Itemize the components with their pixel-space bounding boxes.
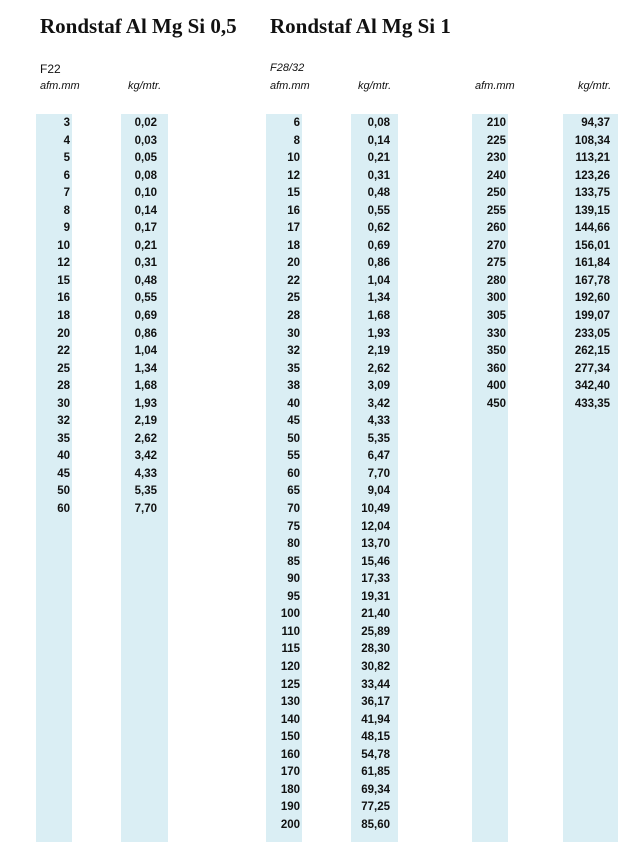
table-cell: 139,15 [574,204,610,217]
table-cell: 400 [486,380,506,393]
table-cell: 1,04 [367,274,390,287]
column-mid-kg [351,115,390,834]
table-cell: 0,14 [367,134,390,147]
table-cell: 0,31 [367,169,390,182]
table-cell: 60 [57,503,70,516]
table-cell: 7 [63,187,70,200]
table-cell: 41,94 [361,713,390,726]
column-mid-mm [266,115,300,834]
table-cell: 30 [57,397,70,410]
table-cell: 170 [280,766,300,779]
table-cell: 48,15 [361,731,390,744]
table-cell: 54,78 [361,748,390,761]
table-cell: 25,89 [361,625,390,638]
table-cell: 40 [287,397,300,410]
table-cell: 50 [287,432,300,445]
table-cell: 300 [486,292,506,305]
table-cell: 0,02 [134,117,157,129]
table-cell: 350 [486,345,506,358]
table-cell: 5,35 [367,432,390,445]
table-cell: 0,08 [367,117,390,129]
table-cell: 342,40 [574,380,610,393]
table-cell: 360 [486,362,506,375]
table-cell: 35 [287,362,300,375]
table-cell: 2,62 [134,432,157,445]
table-cell: 30 [287,327,300,340]
column-right-kg [563,115,610,413]
title-al-mg-si-1: Rondstaf Al Mg Si 1 [270,14,451,38]
table-cell: 28,30 [361,643,390,656]
table-cell: 4 [63,134,70,147]
table-cell: 94,37 [581,117,610,129]
table-cell: 110 [281,625,300,638]
table-cell: 115 [281,643,300,656]
table-cell: 22 [57,345,70,358]
table-cell: 69,34 [361,783,390,796]
table-cell: 10 [287,152,300,165]
table-cell: 6 [293,117,300,129]
table-cell: 1,34 [367,292,390,305]
table-cell: 80 [287,538,300,551]
table-cell: 40 [57,450,70,463]
column-left-kg [121,115,157,519]
table-cell: 77,25 [361,801,390,814]
table-cell: 167,78 [574,274,610,287]
header-left-kg-mtr: kg/mtr. [128,80,162,92]
table-cell: 1,04 [134,345,157,358]
table-cell: 35 [57,432,70,445]
table-cell: 113,21 [575,152,610,165]
table-cell: 6 [63,169,70,182]
grade-f28-32: F28/32 [270,62,305,74]
table-cell: 16 [57,292,70,305]
table-cell: 0,86 [367,257,390,270]
table-cell: 75 [287,520,300,533]
table-cell: 33,44 [361,678,390,691]
table-cell: 20 [287,257,300,270]
table-cell: 5,35 [134,485,157,498]
table-cell: 15 [287,187,300,200]
table-cell: 0,21 [134,239,157,252]
table-cell: 4,33 [134,467,157,480]
table-cell: 1,68 [134,380,157,393]
table-cell: 13,70 [361,538,390,551]
table-cell: 330 [486,327,506,340]
table-cell: 2,19 [367,345,390,358]
table-cell: 233,05 [574,327,610,340]
table-cell: 10 [57,239,70,252]
table-cell: 28 [57,380,70,393]
header-mid-afm-mm: afm.mm [270,80,310,92]
table-cell: 1,34 [134,362,157,375]
header-right-kg-mtr: kg/mtr. [578,80,612,92]
table-cell: 36,17 [361,696,390,709]
table-cell: 7,70 [367,467,390,480]
table-cell: 3,42 [367,397,390,410]
table-cell: 270 [486,239,506,252]
table-cell: 280 [486,274,506,287]
table-cell: 20 [57,327,70,340]
table-cell: 17,33 [361,573,390,586]
table-cell: 0,55 [134,292,157,305]
table-cell: 10,49 [361,503,390,516]
table-cell: 18 [287,239,300,252]
table-cell: 0,08 [134,169,157,182]
table-cell: 140 [280,713,300,726]
table-cell: 8 [293,134,300,147]
table-cell: 60 [287,467,300,480]
table-cell: 1,68 [367,310,390,323]
table-cell: 0,55 [367,204,390,217]
table-cell: 45 [57,467,70,480]
table-cell: 17 [287,222,300,235]
table-cell: 156,01 [574,239,610,252]
table-cell: 61,85 [361,766,390,779]
table-cell: 277,34 [574,362,610,375]
table-cell: 9,04 [367,485,390,498]
table-cell: 5 [63,152,70,165]
table-cell: 65 [287,485,300,498]
table-cell: 0,10 [134,187,157,200]
table-cell: 123,26 [574,169,610,182]
table-cell: 21,40 [361,608,390,621]
table-cell: 18 [57,310,70,323]
table-cell: 144,66 [574,222,610,235]
table-cell: 192,60 [574,292,610,305]
table-cell: 210 [486,117,506,129]
table-cell: 15,46 [361,555,390,568]
column-left-mm [36,115,70,519]
table-cell: 38 [287,380,300,393]
table-cell: 150 [280,731,300,744]
header-left-afm-mm: afm.mm [40,80,80,92]
table-cell: 0,69 [367,239,390,252]
table-cell: 3,42 [134,450,157,463]
table-cell: 12,04 [361,520,390,533]
table-cell: 32 [287,345,300,358]
table-cell: 433,35 [574,397,610,410]
table-cell: 3,09 [367,380,390,393]
table-cell: 1,93 [134,397,157,410]
table-cell: 1,93 [367,327,390,340]
table-cell: 3 [63,117,70,129]
table-cell: 15 [57,274,70,287]
table-cell: 250 [486,187,506,200]
table-cell: 85,60 [361,818,390,831]
table-cell: 2,19 [134,415,157,428]
table-cell: 0,48 [367,187,390,200]
table-cell: 125 [280,678,300,691]
table-cell: 12 [57,257,70,270]
table-cell: 6,47 [367,450,390,463]
table-cell: 0,31 [134,257,157,270]
table-cell: 200 [280,818,300,831]
table-cell: 4,33 [367,415,390,428]
table-cell: 95 [287,590,300,603]
table-cell: 70 [287,503,300,516]
table-cell: 90 [287,573,300,586]
table-cell: 16 [287,204,300,217]
table-cell: 199,07 [574,310,610,323]
table-cell: 19,31 [361,590,390,603]
table-cell: 0,17 [134,222,157,235]
table-cell: 0,14 [134,204,157,217]
table-cell: 255 [486,204,506,217]
table-cell: 28 [287,310,300,323]
table-cell: 55 [287,450,300,463]
table-cell: 108,34 [574,134,610,147]
table-cell: 22 [287,274,300,287]
table-cell: 240 [486,169,506,182]
table-cell: 190 [280,801,300,814]
table-cell: 262,15 [574,345,610,358]
table-cell: 25 [57,362,70,375]
table-cell: 275 [486,257,506,270]
table-cell: 305 [486,310,506,323]
table-cell: 9 [63,222,70,235]
column-right-mm [472,115,506,413]
table-cell: 130 [280,696,300,709]
table-cell: 230 [486,152,506,165]
table-cell: 30,82 [361,660,390,673]
header-mid-kg-mtr: kg/mtr. [358,80,392,92]
table-cell: 12 [287,169,300,182]
table-cell: 7,70 [134,503,157,516]
header-right-afm-mm: afm.mm [475,80,515,92]
table-cell: 0,62 [367,222,390,235]
table-cell: 160 [280,748,300,761]
table-cell: 8 [63,204,70,217]
table-cell: 50 [57,485,70,498]
table-cell: 225 [486,134,506,147]
table-cell: 0,03 [134,134,157,147]
table-cell: 0,69 [134,310,157,323]
table-cell: 0,86 [134,327,157,340]
table-cell: 120 [280,660,300,673]
table-cell: 32 [57,415,70,428]
table-cell: 45 [287,415,300,428]
table-cell: 100 [280,608,300,621]
table-cell: 25 [287,292,300,305]
table-cell: 2,62 [367,362,390,375]
table-cell: 161,84 [574,257,610,270]
table-cell: 450 [486,397,506,410]
table-cell: 180 [280,783,300,796]
grade-f22: F22 [40,62,61,76]
table-cell: 0,48 [134,274,157,287]
table-cell: 0,21 [367,152,390,165]
table-cell: 133,75 [574,187,610,200]
table-cell: 85 [287,555,300,568]
table-cell: 0,05 [134,152,157,165]
title-al-mg-si-05: Rondstaf Al Mg Si 0,5 [40,14,237,38]
table-cell: 260 [486,222,506,235]
